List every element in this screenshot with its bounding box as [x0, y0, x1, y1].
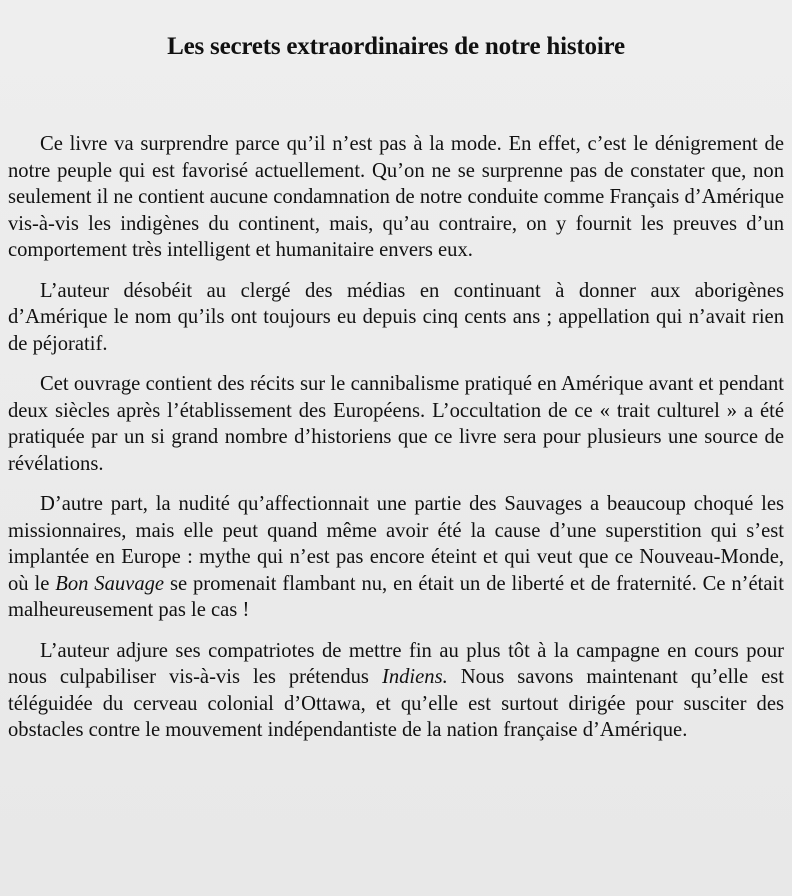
paragraph-4-text-start: D’autre part, la nudité qu’affectionnait une partie des Sauvages a beaucoup choqué les missionnaires, mais elle peut quand même avoir été la cause d’une superstition qui s’est implantée en Europe : mythe qui n’est pas encore éteint et qui veut que ce Nouveau-Monde, où le — [8, 493, 784, 595]
paragraph-5-italic-term: Indiens. — [381, 666, 448, 688]
paragraph-4-text-end: se promenait flambant nu, en était un de liberté et de fraternité. Ce n’était malheureusement pas le cas ! — [8, 572, 784, 621]
paragraph-5-text-end: Nous savons maintenant qu’elle est téléguidée du cerveau colonial d’Ottawa, et qu’elle est surtout dirigée pour susciter des obstacles contre le mouvement indépendantiste de la nation française d’Amérique. — [8, 666, 784, 741]
paragraph-5 — [8, 638, 784, 744]
paragraph-3: Cet ouvrage contient des récits sur le cannibalisme pratiqué en Amérique avant et pendant deux siècles après l’établissement des Européens. L’occultation de ce « trait culturel » a été pratiquée par un si grand nombre d’historiens que ce livre sera pour plusieurs une source de révélations. — [8, 373, 784, 475]
page-title: Les secrets extraordinaires de notre histoire — [167, 33, 625, 60]
paragraph-5-text-start: L’auteur adjure ses compatriotes de mettre fin au plus tôt à la campagne en cours pour nous culpabiliser vis-à-vis les prétendus — [8, 639, 784, 688]
paragraph-4 — [8, 491, 784, 624]
paragraph-4-italic-term: Bon Sauvage — [55, 572, 165, 595]
paragraph-2: L’auteur désobéit au clergé des médias en continuant à donner aux aborigènes d’Amérique le nom qu’ils ont toujours eu depuis cinq cents ans ; appellation qui n’avait rien de péjoratif. — [8, 279, 784, 355]
paragraph-1: Ce livre va surprendre parce qu’il n’est pas à la mode. En effet, c’est le dénigrement de notre peuple qui est favorisé actuellement. Qu’on ne se surprenne pas de constater que, non seulement il ne contient aucune condamnation de notre conduite comme Français d’Amérique vis-à-vis les indigènes du continent, mais, qu’au contraire, on y fournit les preuves d’un comportement très intelligent et humanitaire envers eux. — [8, 133, 784, 261]
